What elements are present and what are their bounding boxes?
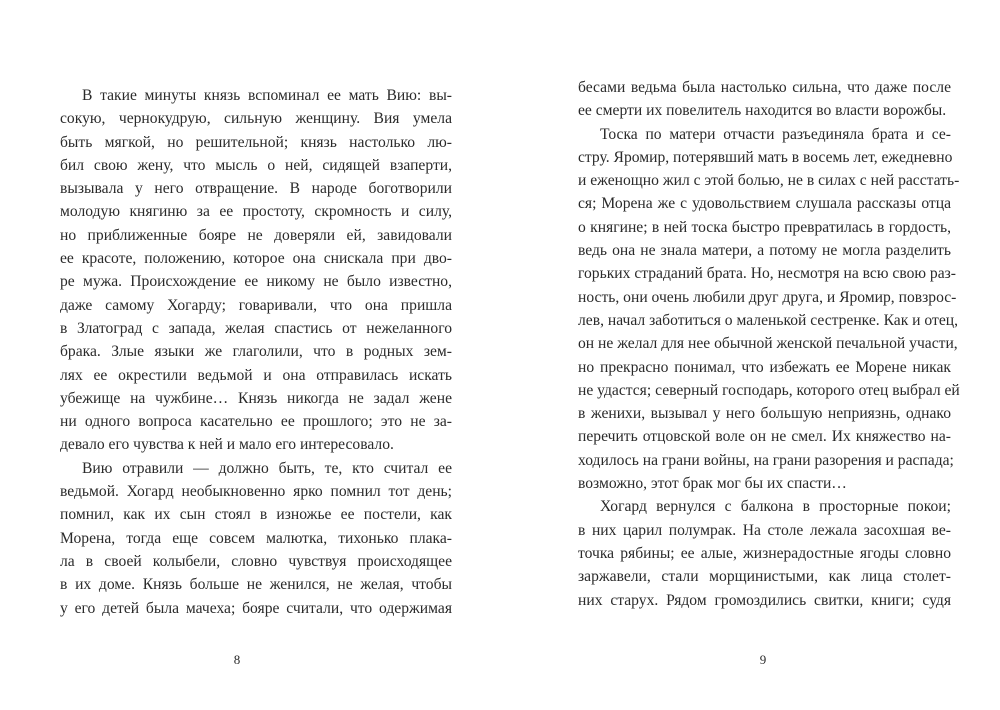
text-line: Хогард вернулся с балкона в просторные покои; xyxy=(600,498,951,516)
text-line: в них царил полумрак. На столе лежала засохшая ве- xyxy=(578,521,951,539)
text-line: убежище на чужбине… Князь никогда не задал жене xyxy=(60,389,452,407)
text-line: лев, начал заботиться о маленькой сестренке. Как и отец, xyxy=(578,311,958,329)
text-line: помнил, как их сын стоял в изножье ее постели, как xyxy=(60,506,452,524)
text-line: точка рябины; ее алые, жизнерадостные ягоды словно xyxy=(578,544,951,562)
text-line: он не желал для нее обычной женской печальной участи, xyxy=(578,335,958,353)
text-line: сокую, чернокудрую, сильную женщину. Вия умела xyxy=(60,110,452,128)
text-line: ходилось на грани войны, на грани разорения и распада; xyxy=(578,451,954,469)
text-line: лях ее окрестили ведьмой и она отправилась искать xyxy=(60,366,452,384)
text-line: в Златоград с запада, желая спастись от нежеланного xyxy=(60,319,452,337)
text-line: но прекрасно понимал, что избежать ее Морене никак xyxy=(578,358,951,376)
text-line: ведь она не знала матери, а потому не могла разделить xyxy=(578,242,951,260)
text-line: вызывала у него отвращение. В народе боготворили xyxy=(60,180,452,198)
text-line: девало его чувства к ней и мало его интересовало. xyxy=(60,436,394,454)
page-number-left: 8 xyxy=(233,652,241,667)
text-line: бесами ведьма была настолько сильна, что даже после xyxy=(578,79,951,96)
text-line: В такие минуты князь вспоминал ее мать Вию: вы- xyxy=(82,87,452,104)
text-line: Вию отравили — должно быть, те, кто считал ее xyxy=(82,459,452,477)
text-line: ла в своей колыбели, словно чувствуя происходящее xyxy=(60,552,452,570)
text-line: и еженощно жил с этой болью, не в силах с ней расстать- xyxy=(578,172,960,190)
text-line: у его детей была мачеха; бояре считали, что одержимая xyxy=(60,599,452,617)
text-line: не удастся; северный господарь, которого отец выбрал ей xyxy=(578,381,960,399)
text-line: даже самому Хогарду; говаривали, что она пришла xyxy=(60,296,452,314)
right-page-text xyxy=(578,76,960,612)
text-line: стру. Яромир, потерявший мать в восемь лет, ежедневно xyxy=(578,148,953,166)
right-page xyxy=(500,0,1000,710)
page-number-right: 9 xyxy=(759,652,767,667)
text-line: ни одного вопроса касательно ее прошлого; это не за- xyxy=(60,413,452,431)
text-line: ведьмой. Хогард необыкновенно ярко помнил тот день; xyxy=(60,483,452,501)
text-line: ее смерти их повелитель находится во власти ворожбы. xyxy=(578,102,947,120)
text-line: них старух. Рядом громоздились свитки, книги; судя xyxy=(578,591,951,609)
text-line: Тоска по матери отчасти разъединяла брата и се- xyxy=(600,125,951,143)
text-line: ее красоте, положению, которое она снискала при дво- xyxy=(60,250,452,268)
text-line: быть мягкой, но решительной; князь настолько лю- xyxy=(60,133,452,151)
text-line: но приближенные бояре не доверяли ей, завидовали xyxy=(60,226,452,244)
text-line: заржавели, стали морщинистыми, как лица столет- xyxy=(578,568,951,586)
text-line: о княгине; в ней тоска быстро превратилась в гордость, xyxy=(578,218,951,236)
text-line: ность, они очень любили друг друга, и Яромир, повзрос- xyxy=(578,288,957,306)
left-page-text xyxy=(60,84,452,620)
text-line: перечить отцовской воле он не смел. Их княжество на- xyxy=(578,428,951,446)
text-line: горьких страданий брата. Но, несмотря на всю свою раз- xyxy=(578,265,956,283)
text-line: ре мужа. Происхождение ее никому не было известно, xyxy=(60,273,452,291)
text-line: в их доме. Князь больше не женился, не желая, чтобы xyxy=(60,576,452,594)
text-line: молодую княгиню за ее простоту, скромность и силу, xyxy=(60,203,452,221)
text-line: брака. Злые языки же глаголили, что в родных зем- xyxy=(60,343,452,361)
text-line: бил свою жену, что мысль о ней, сидящей взаперти, xyxy=(60,156,452,174)
text-line: возможно, этот брак мог бы их спасти… xyxy=(578,475,847,493)
text-line: Морена, тогда еще совсем малютка, тихонько плака- xyxy=(60,529,452,547)
text-line: в женихи, вызывал у него большую неприязнь, однако xyxy=(578,405,951,423)
text-line: ся; Морена же с удовольствием слушала рассказы отца xyxy=(578,195,951,213)
